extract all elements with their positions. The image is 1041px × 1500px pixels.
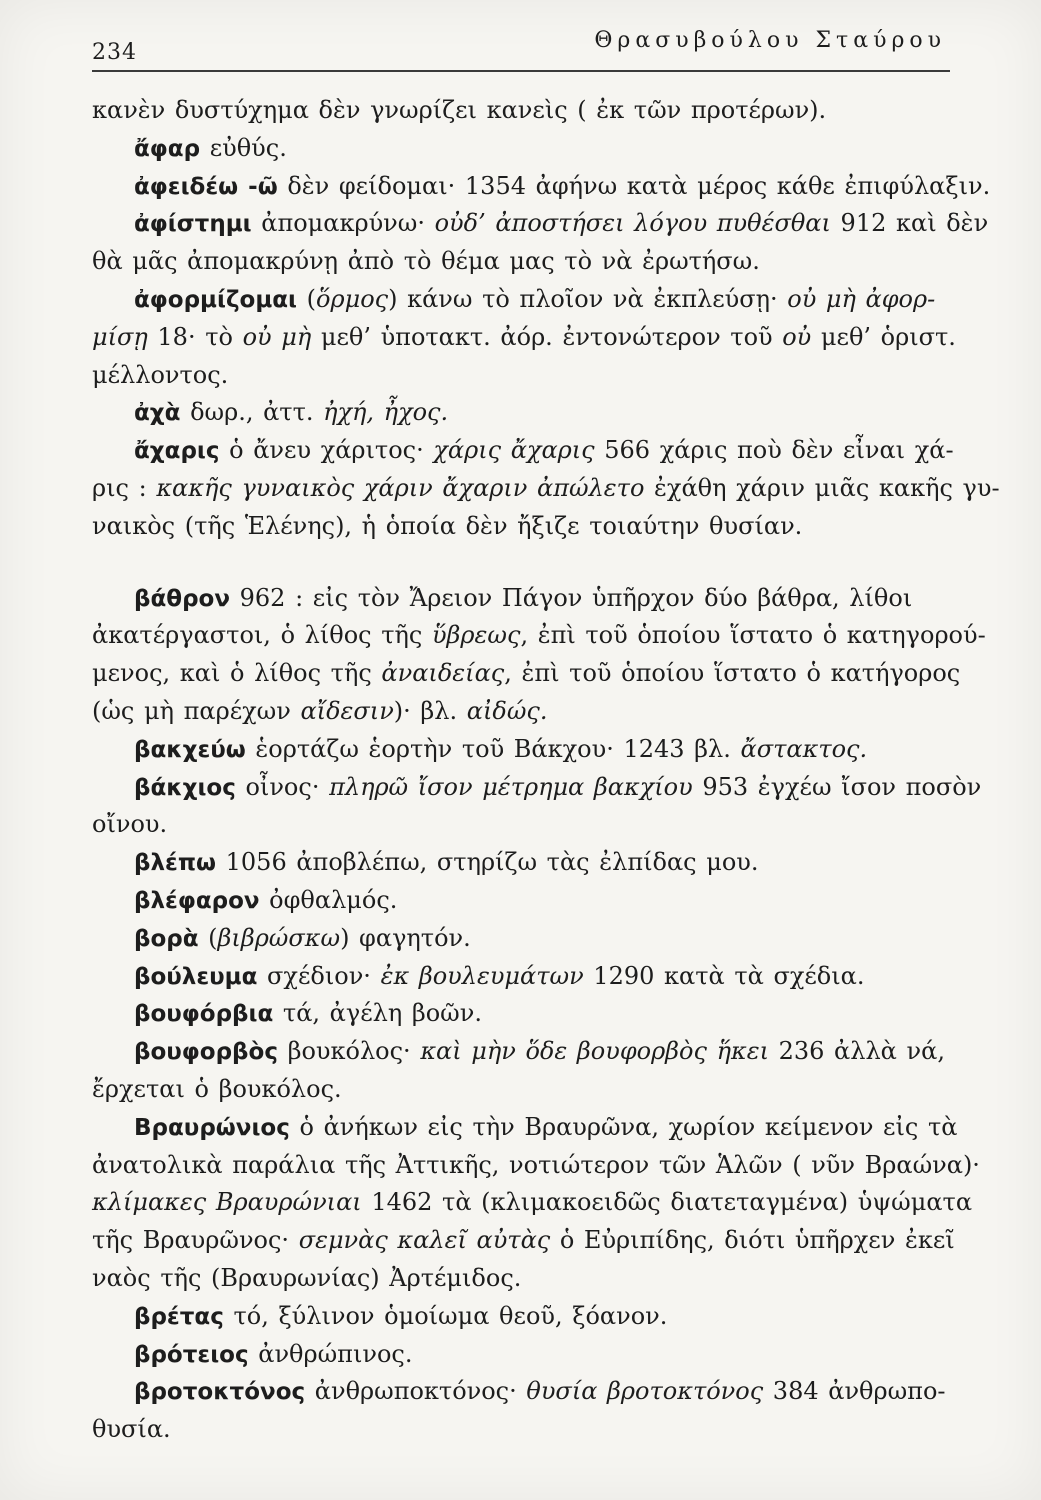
text-line: [92, 920, 964, 958]
gloss-text: 962 : εἰς τὸν Ἄρειον Πάγον ὑπῆρχον δύο βάθρα, λίθοι: [230, 583, 913, 612]
text-line: [92, 882, 964, 920]
headword: βάθρον: [134, 585, 230, 612]
text-line: [92, 319, 964, 357]
gloss-text: ρις :: [92, 473, 157, 502]
text-line: [92, 394, 964, 432]
entry-gap: [92, 546, 964, 580]
gloss-text: ἀκατέργαστοι, ὁ λίθος τῆς: [92, 621, 432, 650]
quote-text: οὐ μὴ ἀφορ-: [787, 284, 936, 313]
headword: βούλευμα: [134, 963, 258, 990]
text-line: [92, 1411, 964, 1449]
text-line: [92, 281, 964, 319]
quote-text: ὅρμος: [316, 284, 389, 313]
headword: βρέτας: [134, 1303, 224, 1330]
gloss-text: ἀπομακρύνω·: [251, 209, 435, 238]
headword: βουφόρβια: [134, 1001, 274, 1028]
quote-text: πληρῶ ἴσον μέτρημα βακχίου: [329, 772, 693, 801]
gloss-text: ἀνθρωποκτόνος·: [305, 1377, 527, 1406]
gloss-text: μεθ’ ὁριστ.: [811, 322, 956, 351]
gloss-text: ὀφθαλμός.: [259, 885, 398, 914]
headword: βορὰ: [134, 925, 199, 952]
gloss-text: 1056 ἀποβλέπω, στηρίζω τὰς ἐλπίδας μου.: [216, 848, 759, 877]
quote-text: κακῆς γυναικὸς χάριν ἄχαριν ἀπώλετο: [156, 473, 645, 502]
text-line: [92, 1033, 964, 1071]
gloss-text: 1462 τὰ (κλιμακοειδῶς διατεταγμένα) ὑψώματα: [361, 1188, 973, 1217]
quote-text: ἄστακτος.: [740, 734, 868, 763]
text-line: [92, 130, 964, 168]
gloss-text: (ὡς μὴ παρέχων: [92, 696, 301, 725]
text-line: [92, 844, 964, 882]
quote-text: οὐ μὴ: [242, 322, 312, 351]
headword: βρότειος: [134, 1341, 249, 1368]
gloss-text: ἐχάθη χάριν μιᾶς κακῆς γυ-: [644, 473, 1000, 502]
text-line: [92, 958, 964, 996]
headword: ἀχὰ: [134, 400, 181, 427]
gloss-text: 384 ἀνθρωπο-: [763, 1377, 946, 1406]
text-line: [92, 168, 991, 206]
running-title: Θρασυβούλου Σταύρου: [594, 28, 946, 53]
text-line: [92, 995, 964, 1033]
gloss-text: ὁ ἄνευ χάριτος·: [219, 436, 434, 465]
gloss-text: ὁ Εὐριπίδης, διότι ὑπῆρχεν ἐκεῖ: [550, 1226, 955, 1255]
gloss-text: (: [198, 923, 218, 952]
gloss-text: ἔρχεται ὁ βουκόλος.: [92, 1074, 342, 1103]
headword: βλέφαρον: [134, 887, 260, 914]
text-line: [92, 580, 964, 618]
text-line: [92, 243, 964, 281]
gloss-text: οἶνος·: [235, 772, 330, 801]
text-line: [92, 693, 964, 731]
text-line: [92, 205, 989, 243]
gloss-text: θυσία.: [92, 1415, 171, 1444]
headword: ἀφορμίζομαι: [134, 286, 298, 313]
quote-text: ἠχή, ἦχος.: [323, 398, 449, 427]
headword: βροτοκτόνος: [134, 1379, 306, 1406]
headword: βουφορβὸς: [134, 1039, 278, 1066]
quote-text: οὐ: [782, 322, 812, 351]
gloss-text: 1290 κατὰ τὰ σχέδια.: [583, 961, 865, 990]
quote-text: σεμνὰς καλεῖ αὐτὰς: [298, 1226, 551, 1255]
gloss-text: ἑορτάζω ἑορτὴν τοῦ Βάκχου· 1243 βλ.: [245, 734, 741, 763]
quote-text: βιβρώσκω: [217, 923, 341, 952]
quote-text: μίσῃ: [92, 322, 148, 351]
gloss-text: δωρ., ἀττ.: [180, 398, 324, 427]
quote-text: καὶ μὴν ὅδε βουφορβὸς ἥκει: [420, 1037, 769, 1066]
gloss-text: κανὲν δυστύχημα δὲν γνωρίζει κανεὶς ( ἐκ τῶν προτέρων).: [92, 96, 827, 124]
gloss-text: , ἐπὶ τοῦ ὁποίου ἵστατο ὁ κατηγορού-: [520, 621, 986, 650]
gloss-text: βουκόλος·: [277, 1037, 421, 1066]
text-line: [92, 508, 964, 546]
gloss-text: μεθ’ ὑποτακτ. ἀόρ. ἐντονώτερον τοῦ: [311, 322, 783, 351]
gloss-text: θὰ μᾶς ἀπομακρύνῃ ἀπὸ τὸ θέμα μας τὸ νὰ ἐρωτήσω.: [92, 247, 760, 276]
gloss-text: μενος, καὶ ὁ λίθος τῆς: [92, 659, 382, 688]
text-line: [92, 655, 964, 693]
gloss-text: τά, ἀγέλη βοῶν.: [273, 999, 482, 1028]
headword: ἀφειδέω -ῶ: [134, 173, 278, 200]
gloss-text: 566 χάρις ποὺ δὲν εἶναι χά-: [594, 436, 954, 465]
gloss-text: ναικὸς (τῆς Ἑλένης), ἡ ὁποία δὲν ἤξιζε τοιαύτην θυσίαν.: [92, 511, 803, 540]
gloss-text: (: [297, 284, 317, 313]
gloss-text: 236 ἀλλὰ νά,: [768, 1037, 945, 1066]
text-line: [92, 617, 986, 655]
quote-text: ὕβρεως: [431, 621, 521, 650]
gloss-text: τῆς Βραυρῶνος·: [92, 1226, 299, 1255]
page-header: [92, 22, 950, 72]
gloss-text: τό, ξύλινον ὁμοίωμα θεοῦ, ξόανον.: [223, 1301, 668, 1330]
text-line: [92, 1373, 964, 1411]
gloss-text: ὁ ἀνήκων εἰς τὴν Βραυρῶνα, χωρίον κείμενον εἰς τὰ: [289, 1112, 958, 1141]
gloss-text: 18· τὸ: [147, 322, 243, 351]
gloss-text: ἀνθρώπινος.: [248, 1339, 413, 1368]
gloss-text: οἴνου.: [92, 810, 168, 839]
text-line: [92, 1184, 973, 1222]
text-line: [92, 1222, 964, 1260]
page-number: 234: [92, 40, 137, 65]
text-line: [92, 1109, 964, 1147]
gloss-text: μέλλοντος.: [92, 360, 229, 389]
text-line: [92, 1147, 980, 1185]
gloss-text: )· βλ.: [393, 696, 467, 725]
gloss-text: σχέδιον·: [257, 961, 381, 990]
headword: ἄφαρ: [134, 135, 201, 162]
gloss-text: εὐθύς.: [200, 133, 287, 162]
text-line: [92, 731, 964, 769]
text-line: [92, 1336, 964, 1374]
quote-text: αἰδώς.: [466, 696, 548, 725]
text-line: [92, 92, 964, 130]
glossary-body: [92, 92, 1000, 1449]
text-line: [92, 432, 964, 470]
headword: Βραυρώνιος: [134, 1114, 290, 1141]
headword: βακχεύω: [134, 736, 246, 763]
headword: ἄχαρις: [134, 438, 220, 465]
text-line: [92, 1298, 964, 1336]
gloss-text: ) κάνω τὸ πλοῖον νὰ ἐκπλεύσῃ·: [388, 284, 788, 313]
text-line: [92, 806, 964, 844]
text-line: [92, 1071, 964, 1109]
quote-text: οὐδ’ ἀποστήσει λόγου πυθέσθαι: [434, 209, 831, 238]
text-line: [92, 1260, 964, 1298]
quote-text: ἀναιδείας: [381, 659, 505, 688]
gloss-text: ἀνατολικὰ παράλια τῆς Ἀττικῆς, νοτιώτερον τῶν Ἁλῶν ( νῦν Βραώνα)·: [92, 1150, 980, 1179]
quote-text: θυσία βροτοκτόνος: [526, 1377, 764, 1406]
quote-text: αἴδεσιν: [300, 696, 394, 725]
headword: βλέπω: [134, 850, 217, 877]
gloss-text: ναὸς τῆς (Βραυρωνίας) Ἀρτέμιδος.: [92, 1263, 522, 1292]
gloss-text: δὲν φείδομαι· 1354 ἀφήνω κατὰ μέρος κάθε ἐπιφύλαξιν.: [277, 171, 991, 200]
headword: βάκχιος: [134, 774, 236, 801]
gloss-text: 953 ἐγχέω ἴσον ποσὸν: [692, 772, 982, 801]
text-line: [92, 769, 982, 807]
quote-text: ἐκ βουλευμάτων: [380, 961, 584, 990]
gloss-text: 912 καὶ δὲν: [830, 209, 989, 238]
gloss-text: ) φαγητόν.: [340, 923, 471, 952]
headword: ἀφίστημι: [134, 211, 252, 238]
gloss-text: , ἐπὶ τοῦ ὁποίου ἵστατο ὁ κατήγορος: [504, 659, 961, 688]
quote-text: κλίμακες Βραυρώνιαι: [92, 1188, 362, 1217]
quote-text: χάρις ἄχαρις: [433, 436, 595, 465]
text-line: [92, 470, 1000, 508]
text-line: [92, 357, 964, 395]
